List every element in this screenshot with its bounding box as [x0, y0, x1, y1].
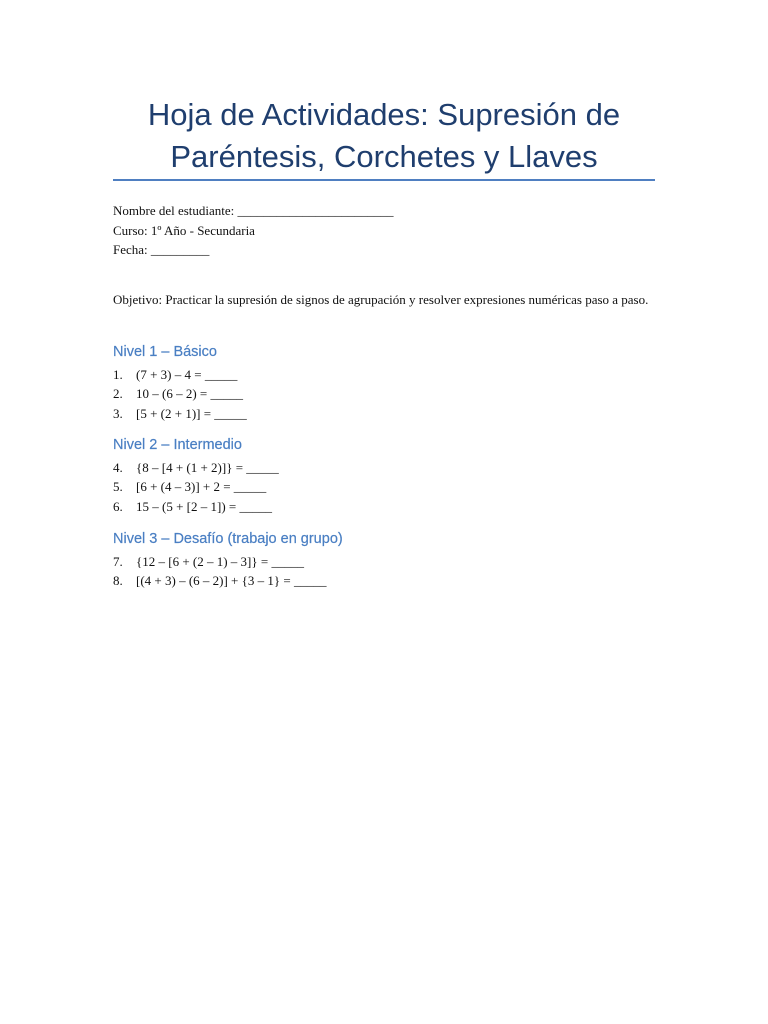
title-line-2: Paréntesis, Corchetes y Llaves [170, 139, 598, 174]
exercise-text: [5 + (2 + 1)] = _____ [136, 405, 247, 421]
exercise-text: [6 + (4 – 3)] + 2 = _____ [136, 479, 267, 495]
exercise-number: 3. [113, 405, 123, 421]
student-info [113, 201, 394, 260]
exercise-number: 5. [113, 479, 123, 495]
level-2-section [113, 435, 655, 516]
exercise-text: 10 – (6 – 2) = _____ [136, 386, 243, 402]
exercise-item [113, 404, 655, 423]
title-underline [113, 179, 655, 181]
objective-paragraph: Objetivo: Practicar la supresión de signos de agrupación y resolver expresiones numéricas paso a paso. [113, 292, 649, 307]
page-title [113, 94, 655, 178]
exercise-text: {8 – [4 + (1 + 2)]} = _____ [136, 460, 279, 475]
level-3-exercise-list [113, 552, 655, 591]
exercise-text: 15 – (5 + [2 – 1]) = _____ [136, 498, 272, 514]
exercise-item [113, 458, 655, 477]
exercise-number: 6. [113, 498, 123, 514]
exercise-item [113, 365, 655, 384]
level-3-heading: Nivel 3 – Desafío (trabajo en grupo) [113, 531, 343, 547]
exercise-text: {12 – [6 + (2 – 1) – 3]} = _____ [136, 554, 304, 569]
exercise-number: 8. [113, 573, 123, 589]
level-2-exercise-list [113, 458, 655, 516]
level-1-heading: Nivel 1 – Básico [113, 344, 217, 360]
exercise-item [113, 384, 655, 403]
exercise-number: 2. [113, 386, 123, 402]
exercise-item [113, 552, 655, 571]
student-name-field: Nombre del estudiante: ________________________ [113, 203, 394, 218]
exercise-text: [(4 + 3) – (6 – 2)] + {3 – 1} = _____ [136, 573, 327, 589]
exercise-item [113, 497, 655, 516]
level-1-exercise-list [113, 365, 655, 423]
exercise-text: (7 + 3) – 4 = _____ [136, 367, 238, 382]
exercise-number: 4. [113, 460, 123, 475]
exercise-number: 7. [113, 554, 123, 569]
date-field: Fecha: _________ [113, 242, 210, 257]
level-3-section [113, 529, 655, 591]
course-line: Curso: 1º Año - Secundaria [113, 222, 255, 238]
level-1-section [113, 342, 655, 423]
exercise-item [113, 477, 655, 496]
level-2-heading: Nivel 2 – Intermedio [113, 437, 242, 453]
exercise-item [113, 571, 655, 590]
exercise-number: 1. [113, 367, 123, 382]
title-line-1: Hoja de Actividades: Supresión de [147, 97, 621, 132]
